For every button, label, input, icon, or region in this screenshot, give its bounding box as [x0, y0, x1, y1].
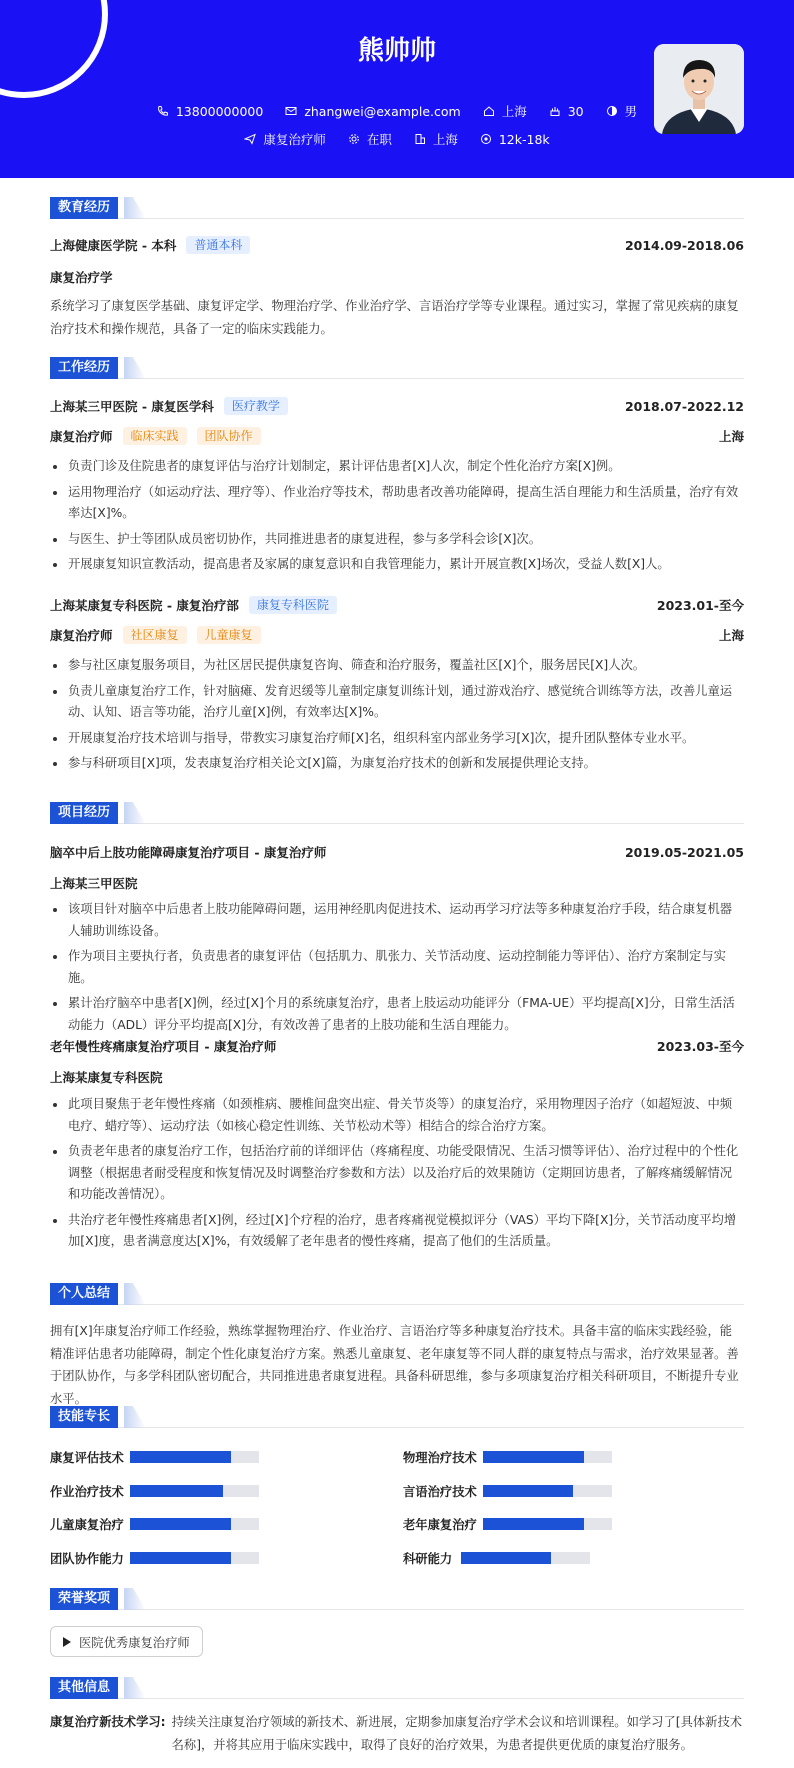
- education-period: 2014.09-2018.06: [624, 237, 744, 253]
- skill-item: [403, 1550, 703, 1566]
- section-title-decoration: [124, 1588, 146, 1610]
- list-item: 与医生、护士等团队成员密切协作，共同推进患者的康复进程，参与多学科会诊[X]次。: [50, 529, 744, 551]
- skill-level-fill: [483, 1518, 584, 1530]
- building-icon: [414, 133, 426, 145]
- other-section-header: [50, 1677, 744, 1699]
- honor-badge: [50, 1626, 203, 1657]
- city-text: 上海: [501, 104, 527, 119]
- skill-item: [403, 1449, 703, 1465]
- position-text: 康复治疗师: [263, 132, 326, 147]
- major: 康复治疗学: [50, 270, 113, 285]
- work-org: 上海某三甲医院 - 康复医学科: [50, 399, 214, 414]
- skill-level-bar: [461, 1552, 590, 1564]
- skill-label: 儿童康复治疗: [50, 1518, 124, 1532]
- target-city-text: 上海: [432, 132, 458, 147]
- project-bullet-list: [50, 1094, 744, 1257]
- list-item: 参与社区康复服务项目，为社区居民提供康复咨询、筛查和治疗服务，覆盖社区[X]个，服务居民[X]人次。: [50, 655, 744, 677]
- other-info-text: 持续关注康复治疗领域的新技术、新进展，定期参加康复治疗学术会议和培训课程。如学习了[具体新技术名称]，并将其应用于临床实践中，取得了良好的治疗效果，为患者提供更优质的康复治疗服务。: [171, 1715, 743, 1752]
- skill-level-fill: [130, 1518, 231, 1530]
- honors-section-header: [50, 1588, 744, 1610]
- section-title-decoration: [124, 357, 146, 379]
- list-item: 负责老年患者的康复治疗工作，包括治疗前的详细评估（疼痛程度、功能受限情况、生活习惯等评估）、治疗过程中的个性化调整（根据患者耐受程度和恢复情况及时调整治疗参数和方法）以及治疗后的效果随访（定期回访患者，了解疼痛缓解情况和功能改善情况）。: [50, 1141, 744, 1206]
- work-entry-header: [50, 397, 744, 415]
- resume-header: [0, 0, 794, 178]
- project-period: 2023.03-至今: [656, 1039, 744, 1054]
- gender-text: 男: [624, 104, 638, 119]
- list-item: 作为项目主要执行者，负责患者的康复评估（包括肌力、肌张力、关节活动度、运动控制能力等评估）、治疗方案制定与实施。: [50, 946, 744, 989]
- skill-label: 团队协作能力: [50, 1551, 124, 1566]
- skill-level-bar: [130, 1485, 259, 1497]
- work-bullet-list: [50, 655, 744, 779]
- target-city-info: [414, 130, 458, 148]
- skill-level-bar: [130, 1518, 259, 1530]
- work-role: 康复治疗师: [50, 429, 113, 444]
- skill-level-bar: [483, 1485, 612, 1497]
- skill-level-bar: [130, 1552, 259, 1564]
- work-skill-tag: 儿童康复: [197, 626, 261, 644]
- work-period: 2023.01-至今: [656, 598, 744, 613]
- status-text: 在职: [366, 132, 392, 147]
- list-item: 开展康复治疗技术培训与指导，带教实习康复治疗师[X]名，组织科室内部业务学习[X]次，提升团队整体专业水平。: [50, 728, 744, 750]
- phone-icon: [157, 105, 169, 117]
- education-section-header: [50, 197, 744, 219]
- work-entry-header: [50, 596, 744, 614]
- skills-section-header: [50, 1406, 744, 1428]
- list-item: 负责门诊及住院患者的康复评估与治疗计划制定，累计评估患者[X]人次，制定个性化治疗方案[X]例。: [50, 456, 744, 478]
- summary-text: 拥有[X]年康复治疗师工作经验，熟练掌握物理治疗、作业治疗、言语治疗等多种康复治疗技术。具备丰富的临床实践经验，能精准评估患者功能障碍，制定个性化康复治疗方案。熟悉儿童康复、老年康复等不同人群的康复特点与需求，治疗效果显著。善于团队协作，与多学科团队密切配合，共同推进患者康复进程。具备科研思维，参与多项康复治疗相关科研项目，不断提升专业水平。: [50, 1324, 739, 1406]
- project-entry-header: [50, 1037, 744, 1055]
- skill-level-fill: [483, 1485, 573, 1497]
- section-title-decoration: [124, 1677, 146, 1699]
- status-info: [348, 130, 392, 148]
- avatar: [654, 44, 744, 134]
- skill-level-fill: [130, 1485, 223, 1497]
- project-org: 上海某三甲医院: [50, 876, 138, 891]
- skill-level-fill: [130, 1552, 231, 1564]
- position-info: [244, 130, 326, 148]
- email-info: [285, 104, 460, 119]
- skill-level-fill: [130, 1451, 231, 1463]
- skill-item: [50, 1550, 350, 1566]
- skill-item: [50, 1483, 350, 1499]
- summary-section-title: 个人总结: [50, 1283, 118, 1305]
- age-text: 30: [567, 103, 584, 119]
- skill-label: 科研能力: [403, 1551, 453, 1566]
- list-item: 该项目针对脑卒中后患者上肢功能障碍问题，运用神经肌肉促进技术、运动再学习疗法等多种康复治疗手段，结合康复机器人辅助训练设备。: [50, 899, 744, 942]
- work-role-row: [50, 427, 744, 445]
- list-item: 开展康复知识宣教活动，提高患者及家属的康复意识和自我管理能力，累计开展宣教[X]场次，受益人数[X]人。: [50, 554, 744, 576]
- coin-icon: [480, 133, 492, 145]
- salary-text: 12k-18k: [498, 131, 550, 147]
- work-section-header: [50, 357, 744, 379]
- list-item: 负责儿童康复治疗工作，针对脑瘫、发育迟缓等儿童制定康复训练计划，通过游戏治疗、感觉统合训练等方法，改善儿童运动、认知、语言等功能，治疗儿童[X]例，有效率达[X]%。: [50, 681, 744, 724]
- section-title-decoration: [124, 1283, 146, 1305]
- projects-section-title: 项目经历: [50, 802, 118, 824]
- work-org: 上海某康复专科医院 - 康复治疗部: [50, 598, 239, 613]
- honors-section-title: 荣誉奖项: [50, 1588, 118, 1610]
- gender-icon: [606, 105, 618, 117]
- education-description: 系统学习了康复医学基础、康复评定学、物理治疗学、作业治疗学、言语治疗学等专业课程。通过实习，掌握了常见疾病的康复治疗技术和操作规范，具备了一定的临床实践能力。: [50, 299, 739, 336]
- salary-info: [480, 132, 550, 147]
- skill-label: 老年康复治疗: [403, 1518, 477, 1532]
- project-title: 脑卒中后上肢功能障碍康复治疗项目 - 康复治疗师: [50, 845, 327, 860]
- play-icon: [63, 1637, 71, 1647]
- education-entry-header: [50, 236, 744, 254]
- skill-item: [50, 1516, 350, 1532]
- work-role: 康复治疗师: [50, 628, 113, 643]
- list-item: 共治疗老年慢性疼痛患者[X]例，经过[X]个疗程的治疗，患者疼痛视觉模拟评分（VAS）平均下降[X]分，关节活动度平均增加[X]度，患者满意度达[X]%，有效缓解了老年患者的慢性疼痛，提高了他们的生活质量。: [50, 1210, 744, 1253]
- work-bullet-list: [50, 456, 744, 580]
- email-text: zhangwei@example.com: [304, 103, 461, 119]
- other-section-title: 其他信息: [50, 1677, 118, 1699]
- skill-item: [403, 1516, 703, 1532]
- list-item: 运用物理治疗（如运动疗法、理疗等）、作业治疗等技术，帮助患者改善功能障碍，提高生活自理能力和生活质量，治疗有效率达[X]%。: [50, 482, 744, 525]
- phone-text: 13800000000: [175, 103, 264, 119]
- work-period: 2018.07-2022.12: [624, 398, 744, 414]
- list-item: 累计治疗脑卒中患者[X]例，经过[X]个月的系统康复治疗，患者上肢运动功能评分（FMA-UE）平均提高[X]分，日常生活活动能力（ADL）评分平均提高[X]分，有效改善了患者的上肢功能和生活自理能力。: [50, 993, 744, 1036]
- work-skill-tag: 临床实践: [123, 427, 187, 445]
- list-item: 此项目聚焦于老年慢性疼痛（如颈椎病、腰椎间盘突出症、骨关节炎等）的康复治疗，采用物理因子治疗（如超短波、中频电疗、蜡疗等）、运动疗法（如核心稳定性训练、关节松动术等）相结合的综合治疗方案。: [50, 1094, 744, 1137]
- cake-icon: [549, 105, 561, 117]
- work-skill-tag: 团队协作: [197, 427, 261, 445]
- skill-label: 物理治疗技术: [403, 1451, 477, 1465]
- project-bullet-list: [50, 899, 744, 1040]
- education-tag: 普通本科: [186, 236, 250, 254]
- other-info-label: 康复治疗新技术学习:: [50, 1715, 166, 1729]
- section-title-decoration: [124, 1406, 146, 1428]
- skill-level-fill: [461, 1552, 551, 1564]
- work-skill-tag: 社区康复: [123, 626, 187, 644]
- summary-section-header: [50, 1283, 744, 1305]
- skill-item: [403, 1483, 703, 1499]
- gender-info: [606, 102, 638, 120]
- skill-level-fill: [483, 1451, 584, 1463]
- work-org-tag: 医疗教学: [224, 397, 288, 415]
- school-name: 上海健康医学院 - 本科: [50, 238, 177, 253]
- education-section-title: 教育经历: [50, 197, 118, 219]
- work-section-title: 工作经历: [50, 357, 118, 379]
- home-icon: [483, 105, 495, 117]
- section-title-decoration: [124, 197, 146, 219]
- skill-label: 康复评估技术: [50, 1451, 124, 1465]
- skills-section-title: 技能专长: [50, 1406, 118, 1428]
- project-period: 2019.05-2021.05: [624, 844, 744, 860]
- skill-label: 言语治疗技术: [403, 1484, 477, 1499]
- project-org: 上海某康复专科医院: [50, 1070, 163, 1085]
- section-title-decoration: [124, 802, 146, 824]
- work-location: 上海: [718, 429, 744, 444]
- skill-item: [50, 1449, 350, 1465]
- city-info: [483, 102, 527, 120]
- projects-section-header: [50, 802, 744, 824]
- project-title: 老年慢性疼痛康复治疗项目 - 康复治疗师: [50, 1039, 277, 1054]
- gear-icon: [348, 133, 360, 145]
- work-location: 上海: [718, 628, 744, 643]
- skill-level-bar: [483, 1451, 612, 1463]
- avatar-portrait: [654, 44, 744, 134]
- skill-level-bar: [130, 1451, 259, 1463]
- list-item: 参与科研项目[X]项，发表康复治疗相关论文[X]篇，为康复治疗技术的创新和发展提供理论支持。: [50, 753, 744, 775]
- send-icon: [244, 133, 256, 145]
- other-info-entry: [50, 1711, 744, 1756]
- skill-label: 作业治疗技术: [50, 1484, 124, 1499]
- skill-level-bar: [483, 1518, 612, 1530]
- work-role-row: [50, 626, 744, 644]
- candidate-name: 熊帅帅: [357, 36, 436, 66]
- honor-text: 医院优秀康复治疗师: [79, 1635, 190, 1650]
- project-entry-header: [50, 843, 744, 861]
- email-icon: [285, 105, 297, 117]
- age-info: [549, 104, 584, 119]
- phone-info: [157, 104, 263, 119]
- work-org-tag: 康复专科医院: [249, 596, 337, 614]
